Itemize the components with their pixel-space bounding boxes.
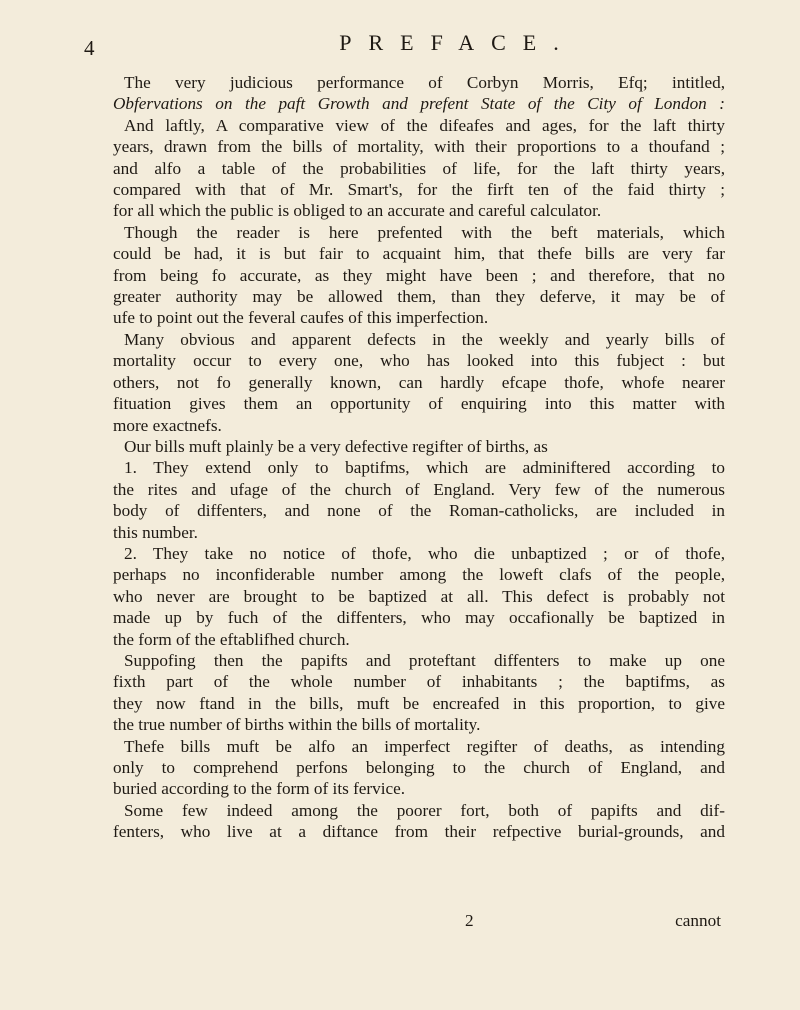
text-line: Obfervations on the paft Growth and prefent State of the City of London : xyxy=(113,94,725,114)
text-line: and alfo a table of the probabilities of life, for the laft thirty years, xyxy=(113,158,725,178)
text-line: ufe to point out the feveral caufes of this imperfection. xyxy=(113,308,489,328)
body-text xyxy=(113,72,725,843)
text-line: only to comprehend perfons belonging to the church of England, and xyxy=(113,758,725,777)
text-line: 2. They take no notice of thofe, who die unbaptized ; or of thofe, xyxy=(124,543,725,563)
text-line: more exactnefs. xyxy=(113,415,222,435)
page-footer xyxy=(113,911,725,933)
catchword: cannot xyxy=(675,911,721,930)
text-line: mortality occur to every one, who has looked into this fubject : but xyxy=(113,351,725,371)
running-head: PREFACE. xyxy=(339,30,576,55)
text-line: the true number of births within the bills of mortality. xyxy=(113,715,481,735)
text-line: could be had, it is but fair to acquaint him, that thefe bills are very far xyxy=(113,244,725,264)
text-line: perhaps no inconfiderable number among the loweft clafs of the people, xyxy=(113,565,725,585)
text-line: compared with that of Mr. Smart's, for the firft ten of the faid thirty ; xyxy=(113,180,725,200)
text-line: years, drawn from the bills of mortality, with their proportions to a thoufand ; xyxy=(113,137,725,157)
text-line: body of diffenters, and none of the Roman-catholicks, are included in xyxy=(113,501,725,521)
text-line: Many obvious and apparent defects in the weekly and yearly bills of xyxy=(124,329,725,349)
text-line: 1. They extend only to baptifms, which are adminiftered according to xyxy=(124,458,725,478)
text-line: fenters, who live at a diftance from their refpective burial-grounds, and xyxy=(113,822,725,842)
text-line: the form of the eftablifhed church. xyxy=(113,629,350,649)
text-line: they now ftand in the bills, muft be encreafed in this proportion, to give xyxy=(113,693,725,713)
text-line: fixth part of the whole number of inhabitants ; the baptifms, as xyxy=(113,672,725,692)
text-line: others, not fo generally known, can hardly efcape thofe, whofe nearer xyxy=(113,372,725,392)
text-line: Though the reader is here prefented with the beft materials, which xyxy=(124,222,725,242)
page-number: 4 xyxy=(84,36,95,60)
text-line: made up by fuch of the diffenters, who may occafionally be baptized in xyxy=(113,608,725,628)
text-line: buried according to the form of its fervice. xyxy=(113,779,406,799)
text-line: Thefe bills muft be alfo an imperfect regifter of deaths, as intending xyxy=(124,736,725,756)
signature-mark: 2 xyxy=(465,911,474,930)
text-line: greater authority may be allowed them, than they deferve, it may be of xyxy=(113,287,725,307)
text-line: this number. xyxy=(113,522,198,542)
text-line: the rites and ufage of the church of England. Very few of the numerous xyxy=(113,479,725,499)
text-line: for all which the public is obliged to an accurate and careful calculator. xyxy=(113,201,602,221)
text-line: from being fo accurate, as they might have been ; and therefore, that no xyxy=(113,265,725,285)
text-line: Suppofing then the papifts and proteftant diffenters to make up one xyxy=(124,650,725,670)
text-line: The very judicious performance of Corbyn Morris, Efq; intitled, xyxy=(124,73,725,92)
text-line: And laftly, A comparative view of the difeafes and ages, for the laft thirty xyxy=(124,115,725,135)
text-line: fituation gives them an opportunity of enquiring into this matter with xyxy=(113,394,725,414)
text-line: who never are brought to be baptized at all. This defect is probably not xyxy=(113,586,725,606)
text-line: Our bills muft plainly be a very defective regifter of births, as xyxy=(124,436,548,456)
text-line: Some few indeed among the poorer fort, both of papifts and dif- xyxy=(124,800,725,820)
